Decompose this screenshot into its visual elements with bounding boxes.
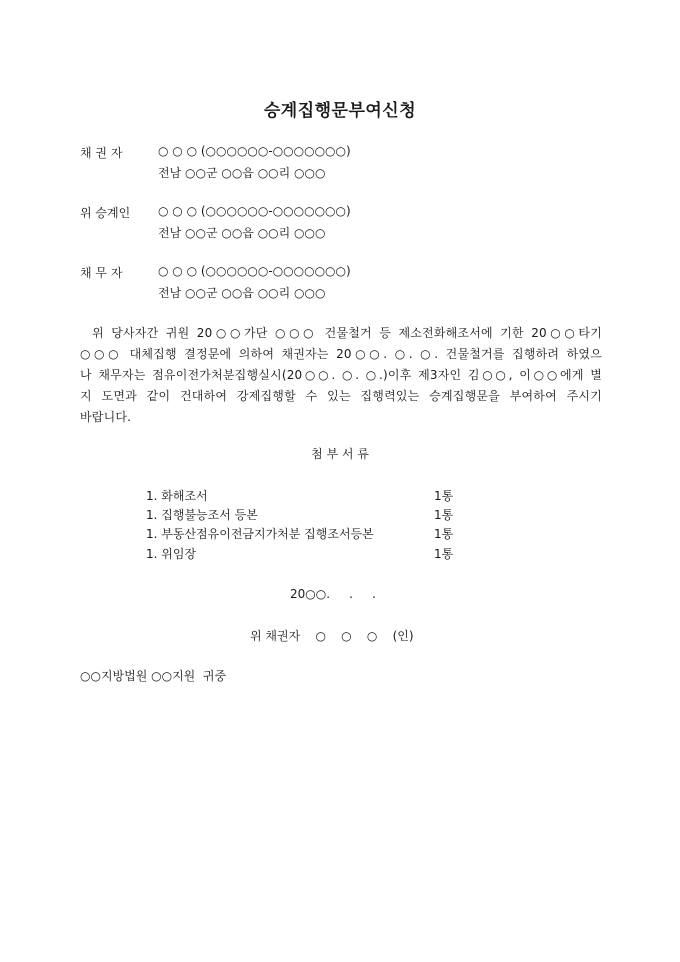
debtor-name: ○ ○ ○ (○○○○○○-○○○○○○○) (158, 264, 351, 278)
attachment-count: 1통 (434, 508, 454, 522)
court-addressee: ○○지방법원 ○○지원 귀중 (80, 669, 227, 683)
successor-name: ○ ○ ○ (○○○○○○-○○○○○○○) (158, 204, 351, 218)
document-title: 승계집행문부여신청 (263, 101, 417, 121)
creditor-address: 전남 ○○군 ○○읍 ○○리 ○○○ (158, 166, 326, 180)
attachment-label: 1. 부동산점유이전금지가처분 집행조서등본 (146, 527, 374, 541)
attachment-label: 1. 화해조서 (146, 489, 208, 503)
successor-role: 위 승계인 (80, 206, 131, 220)
creditor-role: 채 권 자 (80, 146, 123, 160)
attachment-count: 1통 (434, 527, 454, 541)
successor-address: 전남 ○○군 ○○읍 ○○리 ○○○ (158, 226, 326, 240)
body-line: ○○○ 대체집행 결정문에 의하여 채권자는 20○○. ○. ○. 건물철거를 집행하려 하였으 (80, 347, 602, 361)
attachment-count: 1통 (434, 547, 454, 561)
creditor-signature: 위 채권자 ○ ○ ○ (인) (250, 629, 414, 643)
filing-date: 20○○. . . (290, 587, 376, 601)
attachment-label: 1. 위임장 (146, 547, 197, 561)
attachment-count: 1통 (434, 489, 454, 503)
attachments-heading: 첨 부 서 류 (311, 447, 369, 461)
body-line: 바랍니다. (80, 410, 132, 424)
body-paragraph (80, 323, 602, 428)
body-line: 지 도면과 같이 건대하여 강제집행할 수 있는 집행력있는 승계집행문을 부여하여 주시기 (80, 389, 602, 403)
creditor-name: ○ ○ ○ (○○○○○○-○○○○○○○) (158, 144, 351, 158)
debtor-role: 채 무 자 (80, 266, 123, 280)
debtor-address: 전남 ○○군 ○○읍 ○○리 ○○○ (158, 286, 326, 300)
body-line: 위 당사자간 귀원 20○○가단 ○○○ 건물철거 등 제소전화해조서에 기한 20○○타기 (92, 326, 602, 340)
body-line: 나 채무자는 점유이전가처분집행실시(20○○. ○. ○.)이후 제3자인 김○○, 이○○에게 별 (80, 368, 602, 382)
attachment-label: 1. 집행불능조서 등본 (146, 508, 258, 522)
